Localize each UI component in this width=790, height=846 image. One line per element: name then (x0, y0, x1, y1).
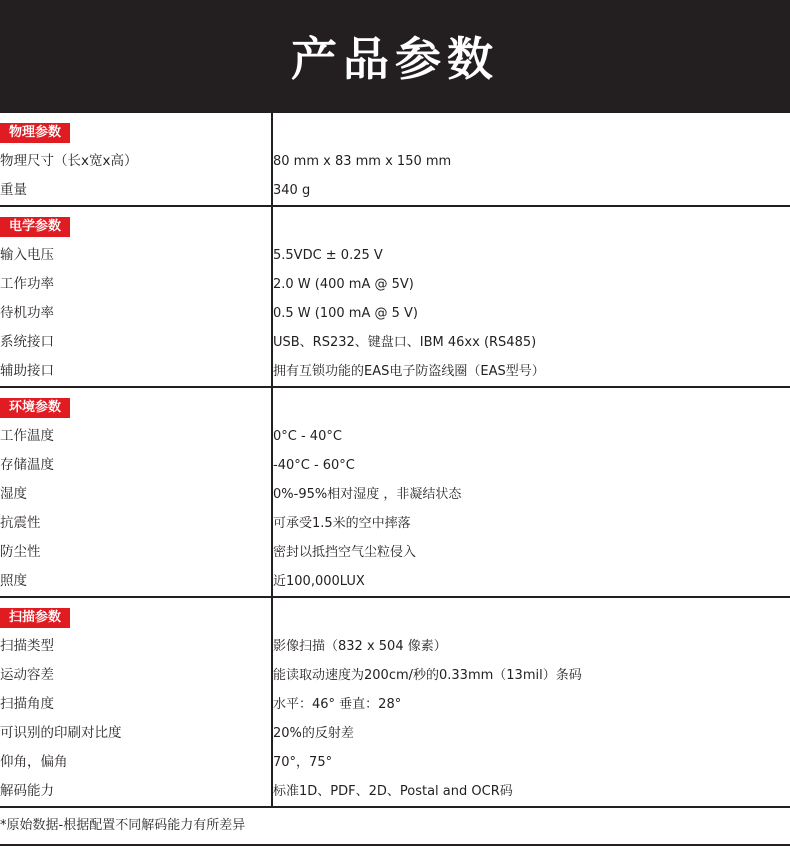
table-row (0, 777, 790, 807)
table-row (0, 422, 790, 451)
table-row (0, 299, 790, 328)
footnote: *原始数据-根据配置不同解码能力有所差异 (0, 807, 790, 845)
spec-value: 2.0 W (400 mA @ 5V) (272, 270, 790, 299)
spec-label: 运动容差 (0, 667, 54, 683)
section-spacer (272, 387, 790, 422)
spec-label: 防尘性 (0, 544, 41, 560)
table-row (0, 690, 790, 719)
spec-label: 输入电压 (0, 247, 54, 263)
table-row (0, 509, 790, 538)
spec-value: 影像扫描（832 x 504 像素） (272, 632, 790, 661)
section-header-row (0, 112, 790, 147)
table-row (0, 748, 790, 777)
spec-value: 密封以抵挡空气尘粒侵入 (272, 538, 790, 567)
spec-table-body (0, 112, 790, 845)
table-row (0, 328, 790, 357)
spec-label: 工作温度 (0, 428, 54, 444)
spec-value: 80 mm x 83 mm x 150 mm (272, 147, 790, 176)
spec-label: 扫描类型 (0, 638, 54, 654)
table-row (0, 147, 790, 176)
table-row (0, 661, 790, 690)
spec-value: USB、RS232、键盘口、IBM 46xx (RS485) (272, 328, 790, 357)
spec-label: 物理尺寸（长x宽x高） (0, 153, 138, 169)
spec-label: 系统接口 (0, 334, 54, 350)
section-badge-cell (0, 387, 272, 422)
spec-label: 照度 (0, 573, 27, 589)
spec-value: 340 g (272, 176, 790, 206)
spec-value: 水平：46° 垂直：28° (272, 690, 790, 719)
table-row (0, 451, 790, 480)
table-row (0, 357, 790, 387)
section-spacer (272, 112, 790, 147)
spec-value: 5.5VDC ± 0.25 V (272, 241, 790, 270)
spec-label: 抗震性 (0, 515, 41, 531)
spec-label: 可识别的印刷对比度 (0, 725, 122, 741)
spec-value: 0%-95%相对湿度 ，非凝结状态 (272, 480, 790, 509)
spec-label: 湿度 (0, 486, 27, 502)
section-badge-cell (0, 112, 272, 147)
section-header-row (0, 597, 790, 632)
page-header (0, 0, 790, 111)
spec-label: 待机功率 (0, 305, 54, 321)
spec-value: 70°，75° (272, 748, 790, 777)
spec-label: 辅助接口 (0, 363, 54, 379)
section-badge: 扫描参数 (0, 608, 70, 628)
section-spacer (272, 206, 790, 241)
table-row (0, 567, 790, 597)
section-header-row (0, 206, 790, 241)
section-badge: 电学参数 (0, 217, 70, 237)
section-badge-cell (0, 206, 272, 241)
table-row (0, 719, 790, 748)
spec-value: 可承受1.5米的空中摔落 (272, 509, 790, 538)
table-row (0, 538, 790, 567)
section-header-row (0, 387, 790, 422)
spec-label: 解码能力 (0, 783, 54, 799)
table-row (0, 480, 790, 509)
spec-value: 近100,000LUX (272, 567, 790, 597)
specifications-table (0, 111, 790, 846)
table-row (0, 632, 790, 661)
spec-label: 重量 (0, 182, 27, 198)
spec-label: 工作功率 (0, 276, 54, 292)
section-badge: 环境参数 (0, 398, 70, 418)
spec-value: -40°C - 60°C (272, 451, 790, 480)
section-spacer (272, 597, 790, 632)
table-row (0, 270, 790, 299)
table-row (0, 176, 790, 206)
spec-value: 20%的反射差 (272, 719, 790, 748)
spec-value: 0.5 W (100 mA @ 5 V) (272, 299, 790, 328)
page-title: 产品参数 (291, 31, 499, 86)
section-badge: 物理参数 (0, 123, 70, 143)
section-badge-cell (0, 597, 272, 632)
spec-label: 仰角，偏角 (0, 754, 68, 770)
spec-value: 拥有互锁功能的EAS电子防盗线圈（EAS型号） (272, 357, 790, 387)
spec-value: 能读取动速度为200cm/秒的0.33mm（13mil）条码 (272, 661, 790, 690)
spec-label: 扫描角度 (0, 696, 54, 712)
spec-value: 0°C - 40°C (272, 422, 790, 451)
table-row (0, 241, 790, 270)
footnote-row (0, 807, 790, 845)
spec-label: 存储温度 (0, 457, 54, 473)
spec-value: 标准1D、PDF、2D、Postal and OCR码 (272, 777, 790, 807)
